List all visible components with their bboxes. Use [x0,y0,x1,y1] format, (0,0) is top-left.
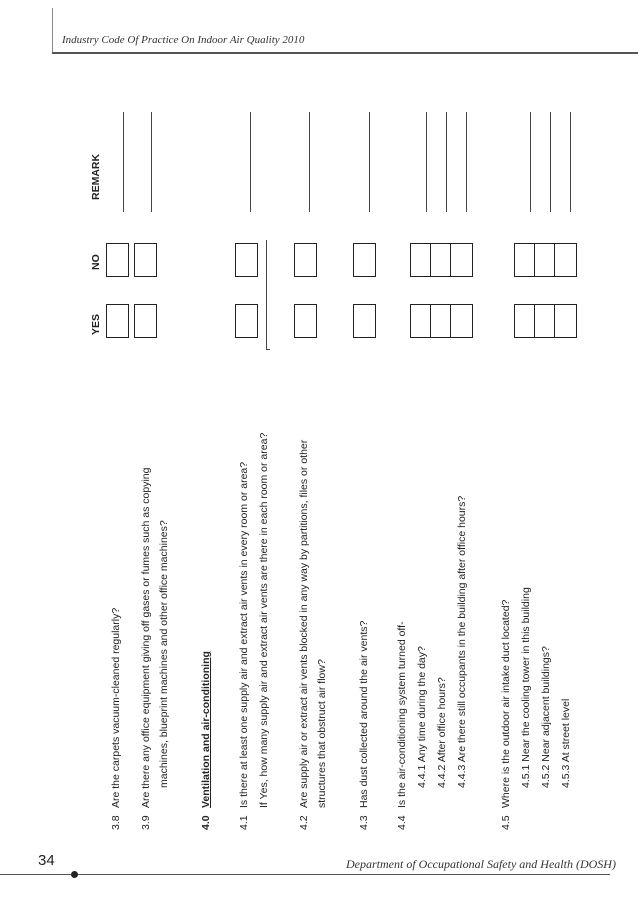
footer-department: Department of Occupational Safety and Health (DOSH) [346,857,616,871]
header-tick [52,8,53,52]
remark-line[interactable] [123,112,124,212]
footer-dot [71,871,78,878]
yes-checkbox[interactable] [235,304,258,338]
page-number: 34 [38,852,55,869]
section-title: Ventilation and air-conditioning [200,651,212,808]
sub-question: 4.5.1 Near the cooling tower in this building [520,587,532,788]
question-text: Is there at least one supply air and extract air vents in every room or area? [238,461,250,808]
item-num: 3.8 [110,815,122,830]
yes-checkbox[interactable] [554,304,577,338]
checklist-rotated [90,110,590,830]
question-text: Are supply air or extract air vents blocked in any way by partitions, files or other [298,439,310,808]
remark-line[interactable] [530,112,531,212]
yes-checkbox[interactable] [134,304,157,338]
item-num: 4.5 [500,815,512,830]
question-text: Has dust collected around the air vents? [358,620,370,808]
no-checkbox[interactable] [294,243,317,277]
item-num: 3.9 [140,815,152,830]
sub-question: 4.4.2 After office hours? [436,677,448,788]
yes-checkbox[interactable] [106,304,129,338]
no-checkbox[interactable] [450,243,473,277]
question-text: Are there any office equipment giving off gases or fumes such as copying [140,467,152,808]
item-num: 4.1 [238,815,250,830]
yes-checkbox[interactable] [353,304,376,338]
question-text: Where is the outdoor air intake duct located? [500,599,512,808]
yes-checkbox[interactable] [450,304,473,338]
question-text: If Yes, how many supply air and extract air vents are there in each room or area? [258,432,270,808]
section-num: 4.0 [200,815,212,830]
col-no: NO [90,254,102,270]
remark-line[interactable] [570,112,571,212]
sub-question: 4.4.3 Are there still occupants in the building after office hours? [456,495,468,788]
footer-rule [0,874,610,875]
header-title: Industry Code Of Practice On Indoor Air Quality 2010 [62,34,305,46]
sub-question: 4.5.3 At street level [560,698,572,788]
remark-line[interactable] [369,112,370,212]
header-rule [52,52,638,54]
remark-line[interactable] [309,112,310,212]
remark-line[interactable] [466,112,467,212]
item-num: 4.2 [298,815,310,830]
no-checkbox[interactable] [353,243,376,277]
sub-question: 4.4.1 Any time during the day? [416,646,428,788]
no-checkbox[interactable] [554,243,577,277]
remark-line[interactable] [550,112,551,212]
remark-line[interactable] [250,112,251,212]
question-text: structures that obstruct air flow? [316,659,328,808]
remark-line[interactable] [446,112,447,212]
no-checkbox[interactable] [134,243,157,277]
item-num: 4.4 [396,815,408,830]
col-remark: REMARK [90,153,102,200]
question-text: Are the carpets vacuum-cleaned regularly? [110,607,122,808]
remark-line[interactable] [426,112,427,212]
question-text: Is the air-conditioning system turned off- [396,621,408,808]
no-checkbox[interactable] [235,243,258,277]
col-yes: YES [90,313,102,335]
question-text: machines, blueprint machines and other office machines? [158,520,170,788]
no-checkbox[interactable] [106,243,129,277]
count-answer-line[interactable] [266,240,267,350]
remark-line[interactable] [151,112,152,212]
item-num: 4.3 [358,815,370,830]
yes-checkbox[interactable] [294,304,317,338]
sub-question: 4.5.2 Near adjacent buildings? [540,646,552,788]
